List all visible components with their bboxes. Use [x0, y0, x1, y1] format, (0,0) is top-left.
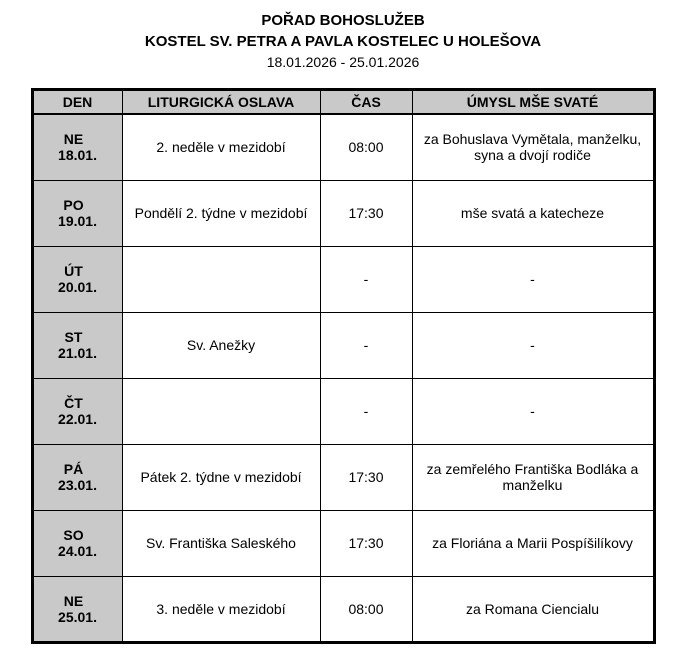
celebration-cell [122, 246, 320, 312]
column-header-cas: ČAS [320, 90, 412, 115]
column-header-liturgicka-oslava: LITURGICKÁ OSLAVA [122, 90, 320, 115]
intention-cell: mše svatá a katecheze [412, 180, 654, 246]
time-cell: 08:00 [320, 576, 412, 642]
intention-cell: za zemřelého Františka Bodláka a manželku [412, 444, 654, 510]
celebration-cell: 2. neděle v mezidobí [122, 114, 320, 180]
table-row [32, 444, 654, 510]
table-row [32, 378, 654, 444]
document-title: POŘAD BOHOSLUŽEB [261, 12, 425, 29]
day-date: 20.01. [58, 279, 97, 295]
time-cell: - [320, 378, 412, 444]
day-date: 19.01. [58, 213, 97, 229]
table-header-row [32, 90, 654, 115]
day-abbreviation: PO [63, 197, 84, 213]
day-cell [32, 246, 122, 312]
celebration-cell [122, 378, 320, 444]
day-date: 21.01. [58, 345, 97, 361]
celebration-cell: Pátek 2. týdne v mezidobí [122, 444, 320, 510]
celebration-cell: Sv. Františka Saleského [122, 510, 320, 576]
intention-cell: - [412, 378, 654, 444]
time-cell: - [320, 246, 412, 312]
day-cell [32, 378, 122, 444]
intention-cell: - [412, 246, 654, 312]
day-abbreviation: NE [63, 131, 84, 148]
day-cell [32, 312, 122, 378]
intention-cell: za Bohuslava Vymětala, manželku, syna a dvojí rodiče [412, 114, 654, 180]
day-abbreviation: ÚT [64, 263, 83, 279]
table-row [32, 246, 654, 312]
intention-cell: za Floriána a Marii Pospíšilíkovy [412, 510, 654, 576]
time-cell: 08:00 [320, 114, 412, 180]
day-date: 22.01. [58, 411, 97, 427]
day-abbreviation: ČT [64, 395, 83, 411]
intention-cell: za Romana Ciencialu [412, 576, 654, 642]
table-row [32, 510, 654, 576]
day-cell [32, 576, 122, 642]
time-cell: 17:30 [320, 180, 412, 246]
day-cell [32, 180, 122, 246]
time-cell: 17:30 [320, 510, 412, 576]
celebration-cell: Pondělí 2. týdne v mezidobí [122, 180, 320, 246]
day-cell [32, 114, 122, 180]
column-header-den: DEN [32, 90, 122, 115]
column-header-umysl-mse-svate: ÚMYSL MŠE SVATÉ [412, 90, 654, 115]
table-row [32, 114, 654, 180]
day-abbreviation: PÁ [63, 461, 84, 477]
day-abbreviation: ST [64, 329, 83, 345]
celebration-cell: Sv. Anežky [122, 312, 320, 378]
church-name: KOSTEL SV. PETRA A PAVLA KOSTELEC U HOLEŠOVA [144, 33, 542, 50]
date-range: 18.01.2026 - 25.01.2026 [266, 54, 420, 70]
day-abbreviation: SO [63, 527, 84, 543]
intention-cell: - [412, 312, 654, 378]
day-date: 23.01. [58, 477, 97, 493]
day-cell [32, 510, 122, 576]
schedule-table [31, 88, 656, 644]
day-abbreviation: NE [63, 592, 84, 609]
table-row [32, 312, 654, 378]
day-date: 18.01. [58, 147, 97, 164]
day-date: 25.01. [58, 608, 97, 625]
document-header [0, 10, 686, 72]
table-row [32, 576, 654, 642]
day-cell [32, 444, 122, 510]
day-date: 24.01. [58, 543, 97, 559]
table-row [32, 180, 654, 246]
time-cell: - [320, 312, 412, 378]
celebration-cell: 3. neděle v mezidobí [122, 576, 320, 642]
time-cell: 17:30 [320, 444, 412, 510]
